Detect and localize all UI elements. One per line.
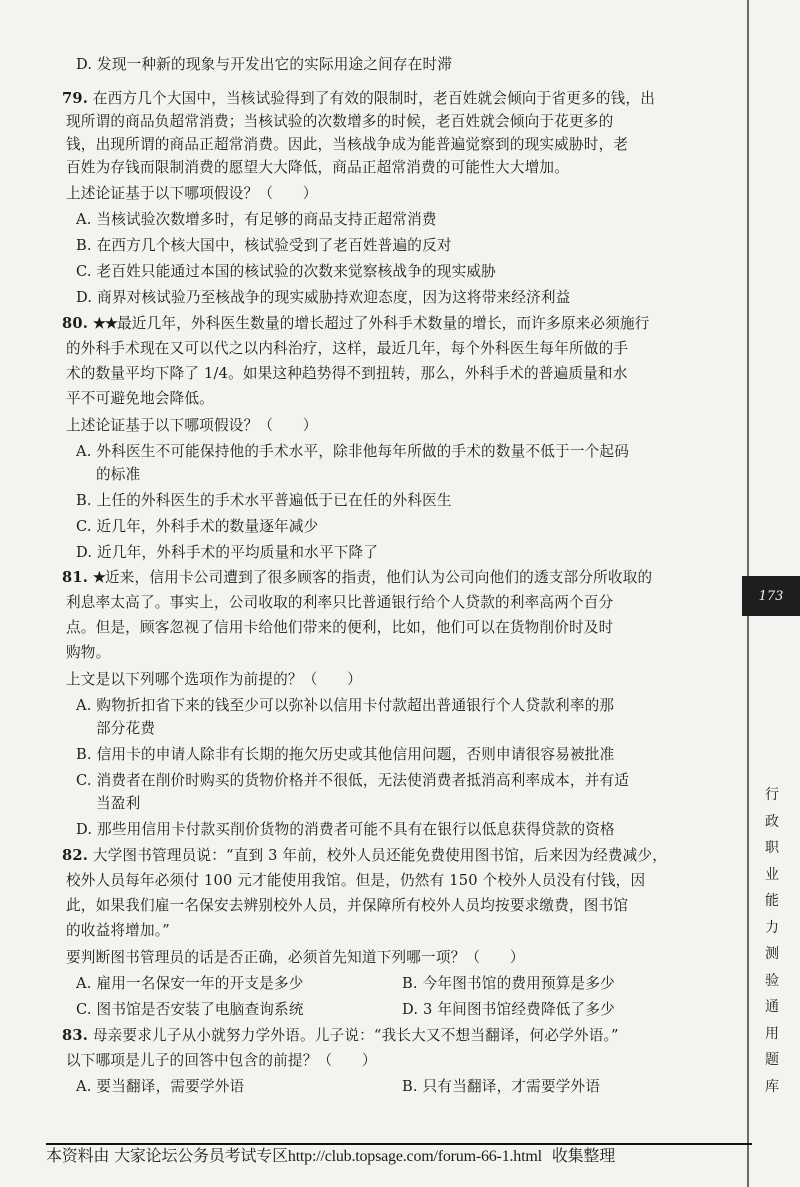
q82-stem-3: 此，如果我们雇一名保安去辨别校外人员，并保障所有校外人员均按要求缴费，图书馆 xyxy=(66,897,629,914)
q83-option-b: B. 只有当翻译，才需要学外语 xyxy=(402,1078,601,1095)
q78-option-d: D. 发现一种新的现象与开发出它的实际用途之间存在时滞 xyxy=(76,56,453,73)
q81-stem-1: 81. ★近来，信用卡公司遭到了很多顾客的指责，他们认为公司向他们的透支部分所收取的 xyxy=(62,569,653,586)
q81-stem-2: 利息率太高了。事实上，公司收取的利率只比普通银行给个人贷款的利率高两个百分 xyxy=(66,594,614,611)
q81-option-c: C. 消费者在削价时购买的货物价格并不很低，无法使消费者抵消高利率成本，并有适 xyxy=(76,772,630,789)
footer-suffix: 收集整理 xyxy=(551,1146,616,1165)
q82-stem-4: 的收益将增加。” xyxy=(66,922,170,939)
q80-stem-2: 的外科手术现在又可以代之以内科治疗，这样，最近几年，每个外科医生每年所做的手 xyxy=(66,340,629,357)
q79-stem-1: 79. 在西方几个大国中，当核试验得到了有效的限制时，老百姓就会倾向于省更多的钱，出 xyxy=(62,90,656,107)
footer-banner xyxy=(46,1143,752,1167)
q80-option-b: B. 上任的外科医生的手术水平普遍低于已在任的外科医生 xyxy=(76,492,452,509)
q82-option-c: C. 图书馆是否安装了电脑查询系统 xyxy=(76,1001,304,1018)
q81-option-b: B. 信用卡的申请人除非有长期的拖欠历史或其他信用问题，否则申请很容易被批准 xyxy=(76,746,615,763)
q80-stem-1: 80. ★★最近几年，外科医生数量的增长超过了外科手术数量的增长，而许多原来必须施行 xyxy=(62,315,650,332)
q79-stem-2: 现所谓的商品负超常消费；当核试验的次数增多的时候，老百姓就会倾向于花更多的 xyxy=(66,113,614,130)
q81-stem-3: 点。但是，顾客忽视了信用卡给他们带来的便利，比如，他们可以在货物削价时及时 xyxy=(66,619,614,636)
q82-stem-2: 校外人员每年必须付 100 元才能使用我馆。但是，仍然有 150 个校外人员没有付钱，因 xyxy=(66,872,646,889)
q79-option-c: C. 老百姓只能通过本国的核试验的次数来觉察核战争的现实威胁 xyxy=(76,263,496,280)
q79-option-b: B. 在西方几个核大国中，核试验受到了老百姓普遍的反对 xyxy=(76,237,452,254)
q82-option-a: A. 雇用一名保安一年的开支是多少 xyxy=(76,975,304,992)
q81-option-a-cont: 部分花费 xyxy=(96,720,156,737)
q83-prompt: 以下哪项是儿子的回答中包含的前提？（ ） xyxy=(66,1052,377,1069)
q80-prompt: 上述论证基于以下哪项假设？（ ） xyxy=(66,417,318,434)
q80-stem-3: 术的数量平均下降了 1/4。如果这种趋势得不到扭转，那么，外科手术的普遍质量和水 xyxy=(66,365,628,382)
q80-stem-4: 平不可避免地会降低。 xyxy=(66,390,214,407)
question-number: 79. xyxy=(62,90,88,107)
question-number: 81. xyxy=(62,569,88,586)
q79-option-a: A. 当核试验次数增多时，有足够的商品支持正超常消费 xyxy=(76,211,437,228)
q80-option-c: C. 近几年，外科手术的数量逐年减少 xyxy=(76,518,319,535)
q79-stem-4: 百姓为存钱而限制消费的愿望大大降低，商品正超常消费的可能性大大增加。 xyxy=(66,159,569,176)
difficulty-stars: ★ xyxy=(92,569,105,586)
q81-stem-4: 购物。 xyxy=(66,644,111,661)
q82-prompt: 要判断图书管理员的话是否正确，必须首先知道下列哪一项？（ ） xyxy=(66,949,525,966)
q83-stem-1: 83. 母亲要求儿子从小就努力学外语。儿子说：“我长大又不想当翻译，何必学外语。” xyxy=(62,1027,619,1044)
q81-option-a: A. 购物折扣省下来的钱至少可以弥补以信用卡付款超出普通银行个人贷款利率的那 xyxy=(76,697,615,714)
q80-option-a-cont: 的标准 xyxy=(96,466,141,483)
footer-text: 本资料由 大家论坛公务员考试专区 xyxy=(46,1146,288,1165)
question-number: 80. xyxy=(62,315,88,332)
q81-option-d: D. 那些用信用卡付款买削价货物的消费者可能不具有在银行以低息获得贷款的资格 xyxy=(76,821,615,838)
q83-option-a: A. 要当翻译，需要学外语 xyxy=(76,1078,245,1095)
q79-prompt: 上述论证基于以下哪项假设？（ ） xyxy=(66,185,318,202)
q82-option-b: B. 今年图书馆的费用预算是多少 xyxy=(402,975,615,992)
q80-option-d: D. 近几年，外科手术的平均质量和水平下降了 xyxy=(76,544,379,561)
q81-option-c-cont: 当盈利 xyxy=(96,795,141,812)
q82-option-d: D. 3 年间图书馆经费降低了多少 xyxy=(402,1001,615,1018)
q80-option-a: A. 外科医生不可能保持他的手术水平，除非他每年所做的手术的数量不低于一个起码 xyxy=(76,443,629,460)
q82-stem-1: 82. 大学图书管理员说：“直到 3 年前，校外人员还能免费使用图书馆，后来因为经费减少， xyxy=(62,847,668,864)
q79-stem-3: 钱，出现所谓的商品正超常消费。因此，当核战争成为能普遍觉察到的现实威胁时，老 xyxy=(66,136,629,153)
page-number-tab: 173 xyxy=(742,576,800,616)
q81-prompt: 上文是以下列哪个选项作为前提的？（ ） xyxy=(66,671,362,688)
side-vertical-title: 行政职业能力测验通用题库 xyxy=(765,787,779,1095)
question-number: 82. xyxy=(62,847,88,864)
difficulty-stars: ★★ xyxy=(92,315,118,332)
q79-option-d: D. 商界对核试验乃至核战争的现实威胁持欢迎态度，因为这将带来经济利益 xyxy=(76,289,571,306)
question-number: 83. xyxy=(62,1027,88,1044)
footer-link[interactable]: http://club.topsage.com/forum-66-1.html xyxy=(287,1148,542,1165)
